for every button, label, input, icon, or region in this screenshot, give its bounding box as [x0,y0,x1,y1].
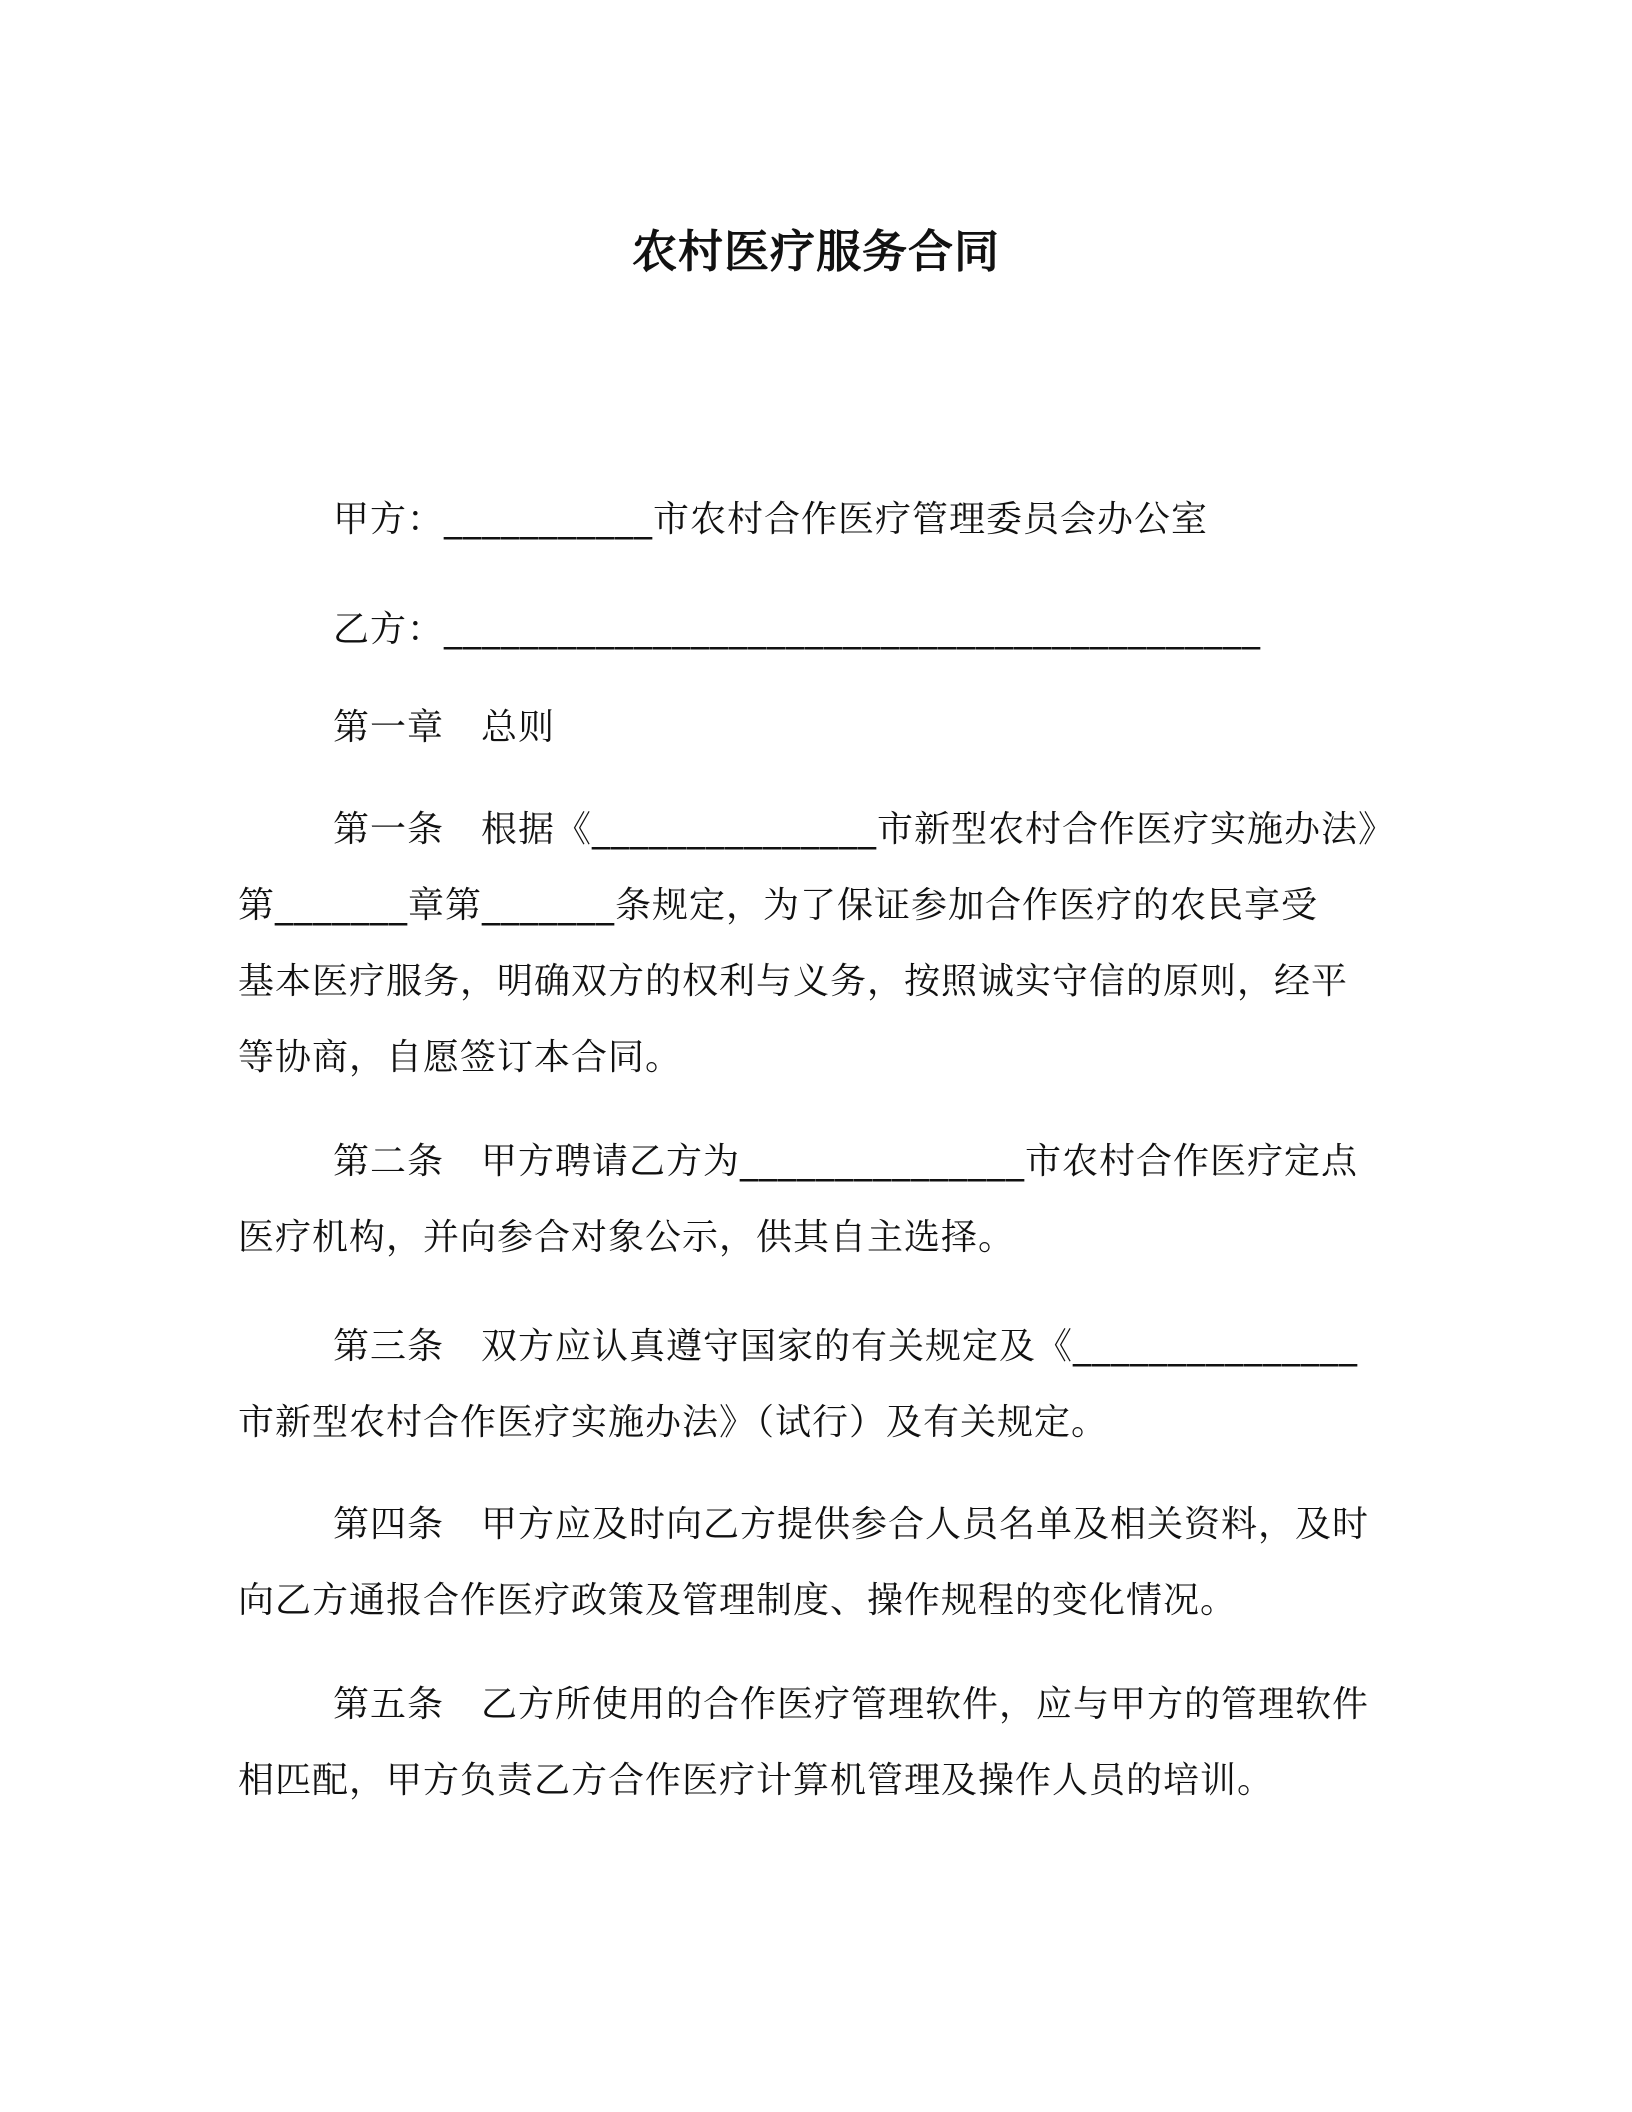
article-2-line-2: 医疗机构，并向参合对象公示，供其自主选择。 [238,1217,1016,1258]
article-1-line-1: 第一条 根据《_______________市新型农村合作医疗实施办法》 [333,809,1396,850]
article-4-line-1: 第四条 甲方应及时向乙方提供参合人员名单及相关资料，及时 [333,1504,1370,1545]
article-5-line-2: 相匹配，甲方负责乙方合作医疗计算机管理及操作人员的培训。 [238,1760,1275,1801]
article-3-line-2: 市新型农村合作医疗实施办法》（试行）及有关规定。 [238,1402,1109,1443]
document-title: 农村医疗服务合同 [631,225,1000,278]
party-b-line: 乙方：___________________________________________ [333,609,1262,650]
article-3-line-1: 第三条 双方应认真遵守国家的有关规定及《_______________ [333,1326,1359,1367]
article-1-line-3: 基本医疗服务，明确双方的权利与义务，按照诚实守信的原则，经平 [238,961,1349,1002]
article-5-line-1: 第五条 乙方所使用的合作医疗管理软件，应与甲方的管理软件 [333,1684,1370,1725]
chapter-heading: 第一章 总则 [333,707,556,748]
article-2-line-1: 第二条 甲方聘请乙方为_______________市农村合作医疗定点 [333,1141,1359,1182]
party-a-line: 甲方：___________市农村合作医疗管理委员会办公室 [333,499,1209,540]
article-1-line-4: 等协商，自愿签订本合同。 [238,1037,683,1078]
article-1-line-2: 第_______章第_______条规定，为了保证参加合作医疗的农民享受 [238,885,1319,926]
article-4-line-2: 向乙方通报合作医疗政策及管理制度、操作规程的变化情况。 [238,1580,1238,1621]
